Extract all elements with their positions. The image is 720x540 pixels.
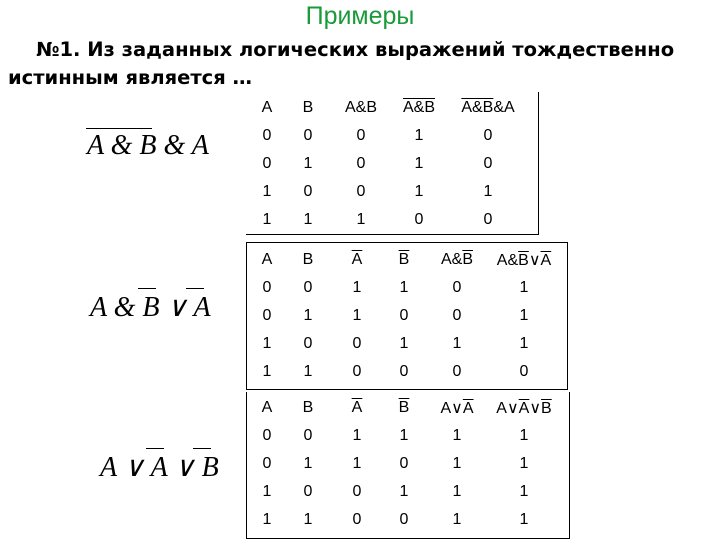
cell: 0 [399, 363, 409, 380]
slide-title: Примеры [305, 2, 415, 30]
table-row [250, 122, 528, 150]
cell: 1 [414, 127, 424, 144]
cell: 0 [262, 427, 272, 444]
cell: 0 [262, 279, 272, 296]
truth-table-1 [250, 94, 528, 234]
cell: 0 [303, 127, 313, 144]
cell: 1 [262, 211, 272, 228]
formula-2-negation-bar-b [138, 288, 156, 289]
header-cell-negated: $\overline{B}$ [398, 251, 410, 268]
cell: 1 [414, 155, 424, 172]
cell: 1 [414, 183, 424, 200]
cell: 0 [399, 511, 409, 528]
task-text-line2: истинным является … [8, 66, 253, 89]
cell: 1 [352, 455, 362, 472]
truth-table-2 [250, 246, 560, 386]
cell: 1 [452, 427, 462, 444]
table-header-row [250, 94, 528, 122]
table-row [250, 478, 560, 506]
cell: 1 [519, 511, 529, 528]
cell: 1 [303, 455, 313, 472]
task-statement [8, 36, 720, 92]
cell: 0 [519, 363, 529, 380]
cell: 0 [399, 455, 409, 472]
cell: 1 [452, 335, 462, 352]
cell: 1 [303, 363, 313, 380]
header-cell-negated: $A\vee\overline{A}$ [440, 400, 474, 417]
cell: 1 [519, 455, 529, 472]
table-row [250, 302, 560, 330]
header-cell-negated: $\overline{A}$ [351, 399, 363, 416]
table-row [250, 330, 560, 358]
cell: 0 [352, 483, 362, 500]
cell: 1 [303, 155, 313, 172]
cell: 1 [303, 511, 313, 528]
cell: 0 [262, 127, 272, 144]
cell: 1 [519, 483, 529, 500]
cell: 1 [399, 427, 409, 444]
formula-3-negation-bar-b [193, 448, 211, 449]
table-row [250, 178, 528, 206]
table-row [250, 358, 560, 386]
table-row [250, 150, 528, 178]
header-cell-negated: $A\&\overline{B}\vee\overline{A}$ [496, 252, 552, 269]
cell: 1 [519, 427, 529, 444]
formula-2-text: A & B ∨ A [90, 292, 211, 323]
header-cell: B [302, 399, 314, 416]
cell: 1 [483, 183, 493, 200]
cell: 1 [262, 483, 272, 500]
formula-3 [100, 450, 219, 484]
header-cell-negated: A&B&A [461, 99, 515, 116]
header-cell: B [302, 99, 314, 116]
formula-2 [90, 290, 211, 324]
cell: 0 [303, 279, 313, 296]
cell: 1 [452, 455, 462, 472]
cell: 0 [262, 307, 272, 324]
cell: 0 [303, 183, 313, 200]
cell: 1 [519, 307, 529, 324]
cell: 1 [519, 279, 529, 296]
table-row [250, 422, 560, 450]
table-header-row [250, 246, 560, 274]
formula-1 [87, 130, 209, 162]
cell: 0 [452, 279, 462, 296]
cell: 1 [262, 335, 272, 352]
header-cell-negated: A&B [402, 99, 435, 116]
cell: 0 [483, 127, 493, 144]
cell: 1 [356, 211, 366, 228]
cell: 0 [414, 211, 424, 228]
cell: 1 [262, 363, 272, 380]
cell: 1 [352, 307, 362, 324]
table-row [250, 274, 560, 302]
table-row [250, 506, 560, 534]
cell: 0 [303, 427, 313, 444]
header-cell-negated: $\overline{A}$ [351, 251, 363, 268]
truth-table-3 [250, 394, 560, 534]
header-cell: B [302, 251, 314, 268]
formula-3-negation-bar-a [146, 448, 164, 449]
cell: 0 [352, 363, 362, 380]
header-cell-negated: $A\vee\overline{A}\vee\overline{B}$ [496, 400, 552, 417]
header-cell: A [261, 399, 273, 416]
cell: 0 [452, 307, 462, 324]
task-text-line1: Из заданных логических выражений тождественно [87, 38, 675, 61]
cell: 0 [303, 483, 313, 500]
cell: 1 [399, 279, 409, 296]
formula-2-negation-bar-a [186, 288, 204, 289]
cell: 1 [303, 211, 313, 228]
cell: 1 [352, 279, 362, 296]
cell: 0 [452, 363, 462, 380]
cell: 0 [483, 211, 493, 228]
formula-1-negation-bar [86, 128, 152, 129]
cell: 1 [303, 307, 313, 324]
cell: 1 [352, 427, 362, 444]
cell: 1 [262, 511, 272, 528]
cell: 0 [356, 155, 366, 172]
cell: 0 [356, 183, 366, 200]
table-row [250, 450, 560, 478]
cell: 0 [303, 335, 313, 352]
table-row [250, 206, 528, 234]
formula-1-text: A & B & A [87, 130, 209, 161]
cell: 0 [352, 511, 362, 528]
cell: 1 [262, 183, 272, 200]
cell: 1 [519, 335, 529, 352]
header-cell: A [261, 99, 273, 116]
cell: 1 [452, 511, 462, 528]
cell: 0 [262, 155, 272, 172]
header-cell: A [261, 251, 273, 268]
cell: 0 [356, 127, 366, 144]
header-cell: A&B [344, 99, 377, 116]
header-cell-negated: $A\&\overline{B}$ [440, 251, 473, 268]
table-header-row [250, 394, 560, 422]
cell: 1 [399, 335, 409, 352]
header-cell-negated: $\overline{B}$ [398, 399, 410, 416]
cell: 0 [262, 455, 272, 472]
formula-3-text: A ∨ A ∨ B [100, 452, 219, 483]
cell: 1 [399, 483, 409, 500]
cell: 0 [483, 155, 493, 172]
cell: 1 [452, 483, 462, 500]
cell: 0 [399, 307, 409, 324]
cell: 0 [352, 335, 362, 352]
task-number: №1. [36, 38, 81, 61]
